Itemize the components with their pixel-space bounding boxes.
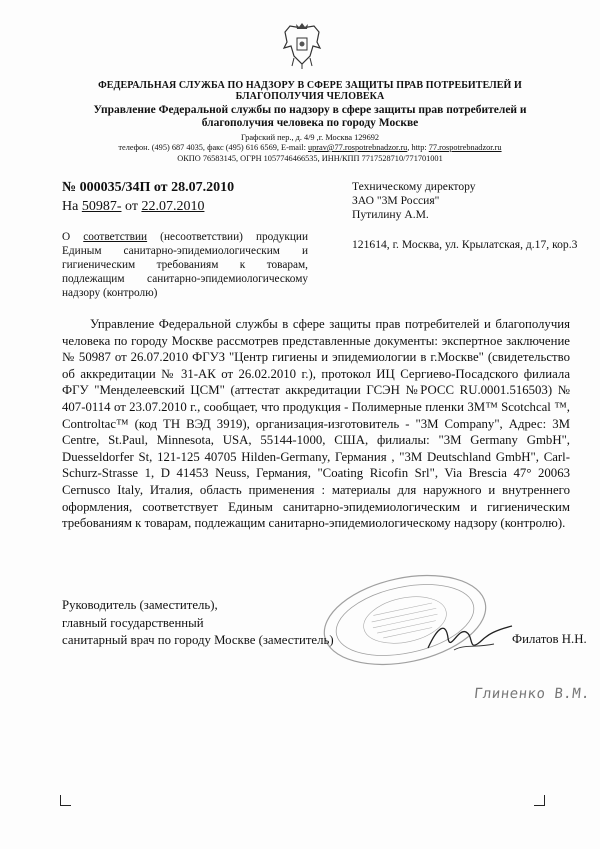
signer-role-line2: главный государственный [62, 615, 204, 630]
addressee-company: ЗАО "3М Россия" [352, 194, 440, 207]
signer-role-line3: санитарный врач по городу Москве (заместитель) [62, 633, 334, 647]
handwritten-signature [424, 618, 516, 658]
agency-contacts [60, 143, 560, 153]
signature-block [62, 597, 334, 650]
document-number [62, 180, 234, 196]
addressee-block [352, 180, 582, 222]
reference-prefix: На [62, 199, 82, 214]
document-subject [62, 230, 308, 300]
letter-body [62, 316, 570, 532]
agency-ids: ОКПО 76583145, ОГРН 1057746466535, ИНН/КПП 7717528710/771701001 [177, 154, 443, 163]
document-date: 28.07.2010 [171, 180, 235, 195]
email-link[interactable]: uprav@77.rospotrebnadzor.ru [307, 143, 408, 152]
agency-address: Графский пер., д. 4/9 ,г. Москва 129692 [240, 133, 380, 142]
agency-name: ФЕДЕРАЛЬНАЯ СЛУЖБА ПО НАДЗОРУ В СФЕРЕ ЗАЩИТЫ ПРАВ ПОТРЕБИТЕЛЕЙ И БЛАГОПОЛУЧИЯ ЧЕЛОВЕКА [98, 80, 522, 102]
corner-mark-left [60, 795, 71, 806]
signer-role-line1: Руководитель (заместитель), [62, 598, 218, 612]
addressee-title: Техническому директору [352, 180, 476, 193]
document-reference [62, 199, 204, 215]
addressee-name: Путилину А.М. [352, 208, 429, 221]
document-number-prefix: № 000035/34П [62, 180, 151, 195]
addressee-address: 121614, г. Москва, ул. Крылатская, д.17, кор.3 [352, 238, 578, 251]
contacts-mid: , http: [407, 143, 429, 152]
department-name: Управление Федеральной службы по надзору в сфере защиты прав потребителей и благополучия человека по городу Москве [93, 104, 527, 129]
subject-rest: (несоответствии) продукции Единым санитарно-эпидемиологическим и гигиеническим требованиям к товарам, подлежащим санитарно-эпидемиологическому надзору (контролю) [62, 231, 308, 299]
corner-mark-right [534, 795, 545, 806]
signer-name: Филатов Н.Н. [512, 632, 587, 646]
contacts-prefix: телефон. (495) 687 4035, факс (495) 616 6569, E-mail: [118, 143, 308, 152]
subject-prefix: О [62, 231, 84, 243]
reference-date: 22.07.2010 [141, 199, 205, 214]
body-paragraph: Управление Федеральной службы в сфере защиты прав потребителей и благополучия человека по городу Москве рассмотрев представленные документы: экспертное заключение № 50987 от 26.07.2010 ФГУЗ "Центр гигиены и эпидемиологии в г.Москве" (свидетельство об аккредитации № 31-АК от 26.02.2010 г.), протокол ИЦ Сергиево-Посадского филиала ФГУ "Менделеевский ЦСМ" (аттестат аккредитации ГСЭН №РОСС RU.0001.516503) № 407-0114 от 23.07.2010 г., сообщает, что продукция - Полимерные пленки 3М™ Scotchcal ™, Controltac™ (код ТН ВЭД 3919), организация-изготовитель - "3М Company", Адрес: 3M Centre, St.Paul, Minnesota, USA, 55144-1000, США, филиалы: "3М Germany GmbH", Duesseldorfer St, 121-125 40705 Hilden-Germany, Германия , "3M Deutschland GmbH", Carl-Schurz-Strasse 1, D 41453 Neuss, Германия, "Coating Ricofin Srl", Via Brescia 47° 20063 Cernusco Italy, Италия, область применения : материалы для наружного и внутреннего оформления, соответствует Единым санитарно-эпидемиологическим и гигиеническим требованиям к товарам, подлежащим санитарно-эпидемиологическому надзору (контролю). [62, 317, 570, 531]
reference-number: 50987- [81, 199, 122, 214]
coat-of-arms-icon [282, 22, 322, 70]
reference-mid: от [121, 199, 142, 214]
website-link[interactable]: 77.rospotrebnadzor.ru [428, 143, 502, 152]
copy-stamp: Глиненко В.М. [473, 686, 591, 702]
document-number-mid: от [150, 180, 172, 195]
subject-keyword: соответствии [83, 231, 148, 243]
